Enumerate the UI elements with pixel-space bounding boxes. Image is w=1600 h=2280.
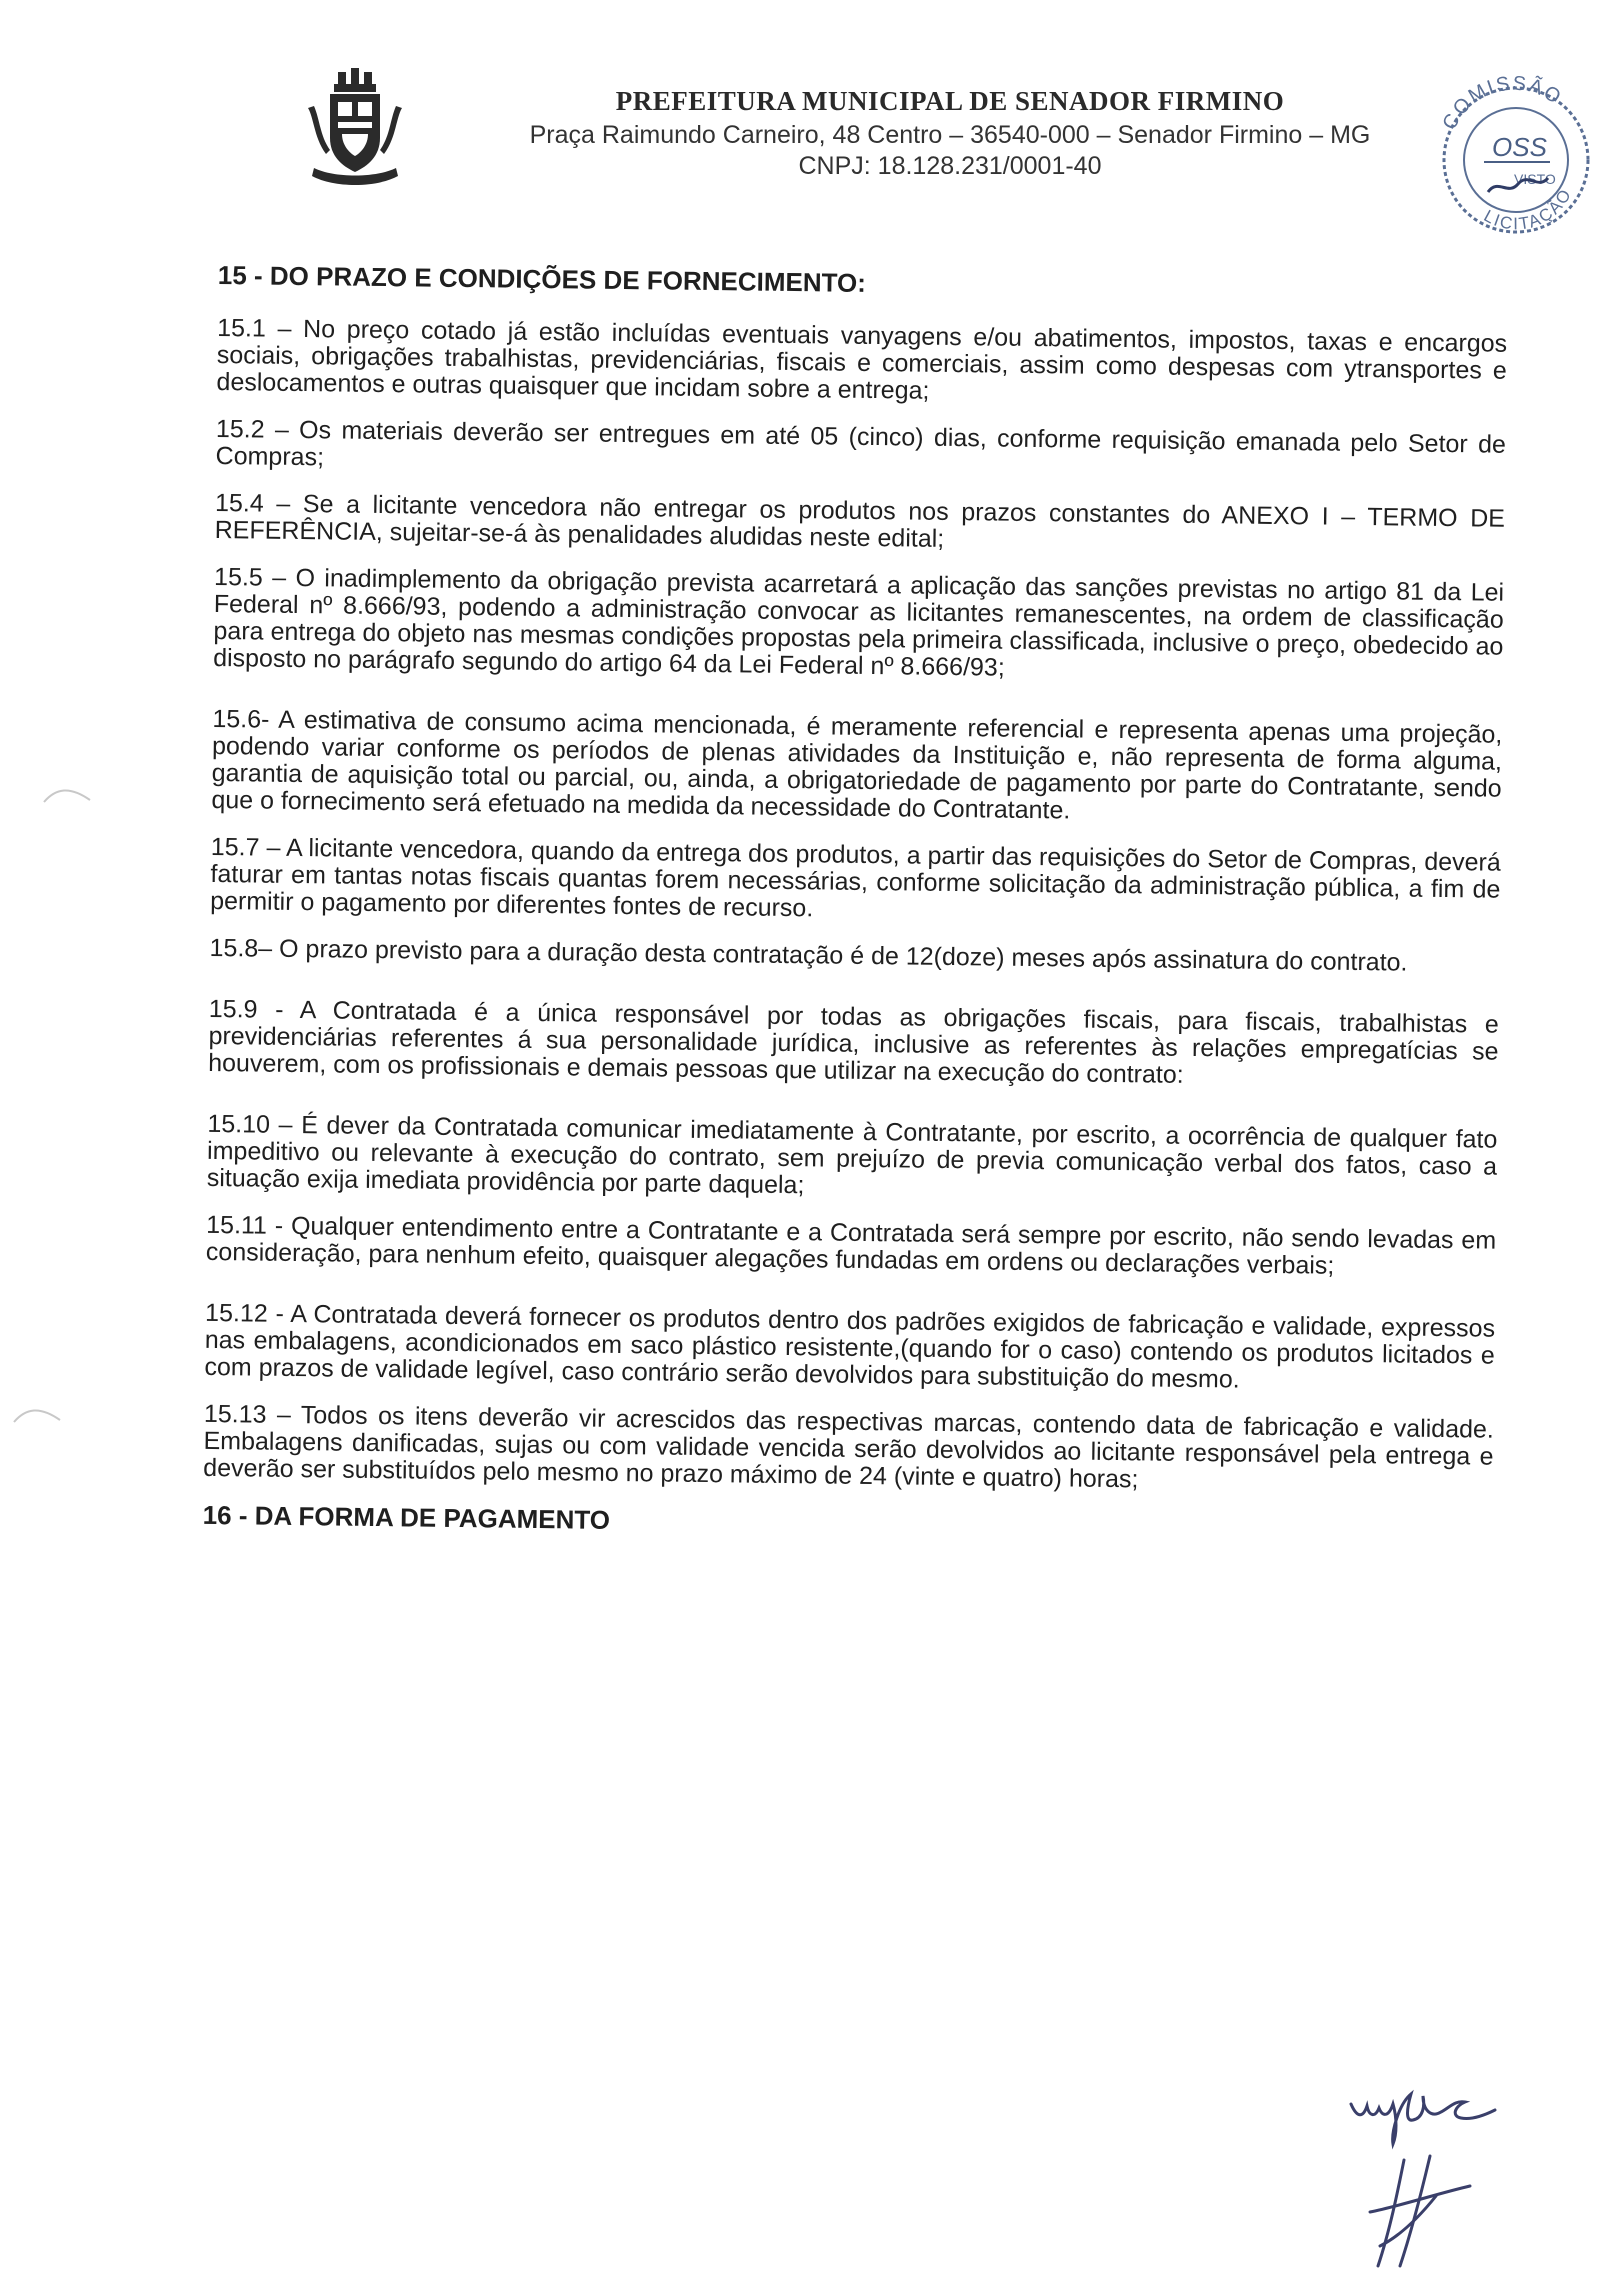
clause-15-11: 15.11 - Qualquer entendimento entre a Contratante e a Contratada será sempre por escrito, não sendo levadas em consideração, para nenhum efeito, quaisquer alegações fundadas em ordens ou declarações verbais; <box>205 1210 1497 1280</box>
clause-15-9: 15.9 - A Contratada é a única responsável por todas as obrigações fiscais, para fiscais, trabalhistas e previdenciárias referentes á sua personalidade jurídica, inclusive as referentes às relações empregatícias se houverem, com os profissionais e demais pessoas que utilizar na execução do contrato: <box>208 994 1499 1089</box>
clause-15-5: 15.5 – O inadimplemento da obrigação prevista acarretará a aplicação das sanções previstas no artigo 81 da Lei Federal nº 8.666/93, podendo a administração convocar as licitantes remanescentes, na ordem de classificação para entrega do objeto nas mesmas condições propostas pela primeira classificada, inclusive o preço, obedecido ao disposto no parágrafo segundo do artigo 64 da Lei Federal nº 8.666/93; <box>212 562 1505 682</box>
municipality-cnpj: CNPJ: 18.128.231/0001-40 <box>798 152 1102 180</box>
section-15-title: 15 - DO PRAZO E CONDIÇÕES DE FORNECIMENTO: <box>217 260 867 298</box>
clause-15-4: 15.4 – Se a licitante vencedora não entregar os produtos nos prazos constantes do ANEXO I – TERMO DE REFERÊNCIA, sujeitar-se-á às penalidades aludidas neste edital; <box>214 488 1506 553</box>
handwritten-signature-icon <box>1345 2070 1525 2150</box>
section-16-title: 16 - DA FORMA DE PAGAMENTO <box>202 1499 611 1535</box>
letterhead <box>470 86 1430 181</box>
stamp-middle-text: VISTO <box>1514 171 1556 187</box>
stamp-top-text: COMISSÃO <box>1438 72 1567 134</box>
clause-15-8: 15.8– O prazo previsto para a duração desta contratação é de 12(doze) meses após assinatura do contrato. <box>209 933 1408 977</box>
svg-text:LICITAÇÃO <box>1481 185 1576 234</box>
municipality-name: PREFEITURA MUNICIPAL DE SENADOR FIRMINO <box>615 86 1285 116</box>
handwritten-initials-icon <box>1360 2150 1490 2275</box>
stamp-bottom-text: LICITAÇÃO <box>1480 184 1576 234</box>
clause-15-12: 15.12 - A Contratada deverá fornecer os produtos dentro dos padrões exigidos de fabricação e validade, expressos nas embalagens, acondicionados em saco plástico resistente,(quando for o caso) contendo os produtos licitados e com prazos de validade legível, caso contrário serão devolvidos para substituição do mesmo. <box>204 1298 1496 1394</box>
stamp-initials: OSS <box>1492 132 1547 162</box>
document-body <box>202 262 1508 1571</box>
scan-mark-icon <box>40 780 100 810</box>
commission-stamp-icon <box>1428 64 1598 244</box>
clause-15-13: 15.13 – Todos os itens deverão vir acrescidos das respectivas marcas, contendo data de fabricação e validade. Embalagens danificadas, sujas ou com validade vencida serão devolvidos ao licitante responsável pela entrega e deverão ser substituídos pelo mesmo no prazo máximo de 24 (vinte e quatro) horas; <box>203 1399 1495 1494</box>
municipality-address: Praça Raimundo Carneiro, 48 Centro – 36540-000 – Senador Firmino – MG <box>529 121 1371 149</box>
clause-15-7: 15.7 – A licitante vencedora, quando da entrega dos produtos, a partir das requisições do Setor de Compras, deverá faturar em tantas notas fiscais quantas forem necessárias, conforme solicitação da administração pública, a fim de permitir o pagamento por diferentes fontes de recurso. <box>210 832 1501 923</box>
clause-15-10: 15.10 – É dever da Contratada comunicar imediatamente à Contratante, por escrito, a ocorrência de qualquer fato impeditivo ou relevante à execução do contrato, sem prejuízo de previa comunicação verbal dos fatos, caso a situação exija imediata providência por parte daquela; <box>206 1109 1498 1200</box>
svg-text:COMISSÃO <box>1438 72 1566 133</box>
municipal-coat-of-arms-icon <box>300 68 410 188</box>
scan-mark-icon <box>10 1400 70 1430</box>
clause-15-2: 15.2 – Os materiais deverão ser entregues em até 05 (cinco) dias, conforme requisição emanada pelo Setor de Compras; <box>215 414 1507 472</box>
clause-15-6: 15.6- A estimativa de consumo acima mencionada, é meramente referencial e representa apenas uma projeção, podendo variar conforme os períodos de plenas atividades da Instituição e, não representa de forma alguma, garantia de aquisição total ou parcial, ou, ainda, a obrigatoriedade de pagamento por parte do Contratante, sendo que o fornecimento será efetuado na medida da necessidade do Contratante. <box>211 704 1503 825</box>
clause-15-1: 15.1 – No preço cotado já estão incluídas eventuais vanyagens e/ou abatimentos, impostos, taxas e encargos sociais, obrigações trabalhistas, previdenciárias, fiscais e comerciais, assim como despesas com ytransportes e deslocamentos e outras quaisquer que incidam sobre a entrega; <box>216 313 1508 405</box>
